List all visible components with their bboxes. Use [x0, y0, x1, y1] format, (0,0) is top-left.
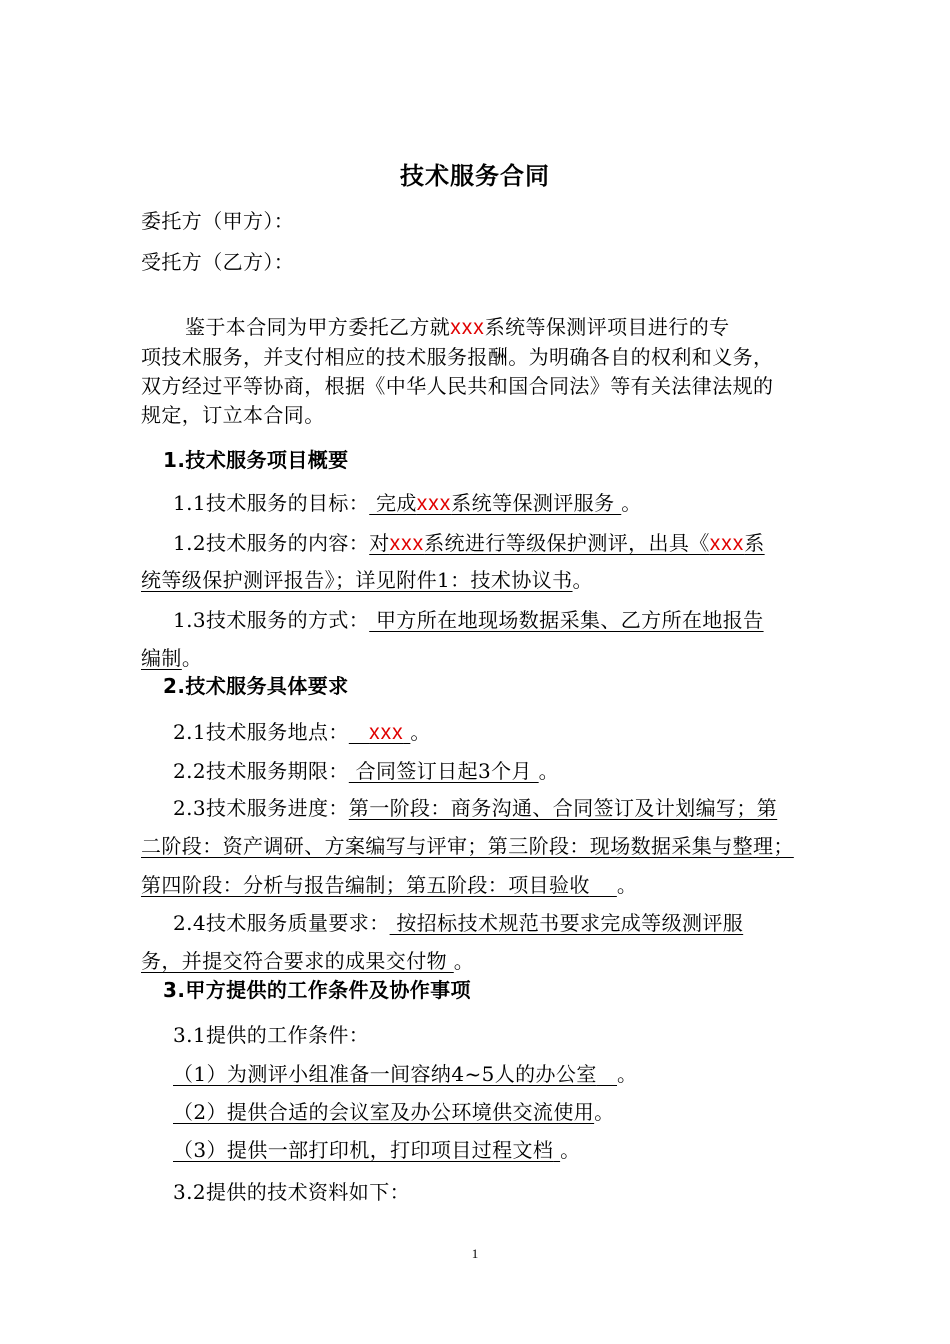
condition-3: （3）提供一部打印机，打印项目过程文档 。 [173, 1138, 581, 1162]
preamble-line-4: 规定，订立本合同。 [141, 403, 325, 427]
section-2-heading: 2.技术服务具体要求 [163, 674, 349, 698]
item-1-3: 1.3技术服务的方式： 甲方所在地现场数据采集、乙方所在地报告 [173, 608, 764, 632]
preamble-line-2: 项技术服务，并支付相应的技术服务报酬。为明确各自的权利和义务， [141, 345, 774, 369]
item-2-3-line-3: 第四阶段：分析与报告编制；第五阶段：项目验收 。 [141, 873, 638, 897]
item-1-1: 1.1技术服务的目标： 完成xxx系统等保测评服务 。 [173, 491, 642, 515]
item-2-3-line-2: 二阶段：资产调研、方案编写与评审；第三阶段：现场数据采集与整理； [141, 834, 794, 858]
item-1-3-line-2: 编制。 [141, 646, 203, 670]
condition-1: （1）为测评小组准备一间容纳4~5人的办公室 。 [173, 1062, 638, 1086]
party-b-line: 受托方（乙方）： [141, 250, 295, 274]
party-a-line: 委托方（甲方）： [141, 209, 295, 233]
preamble-line-3: 双方经过平等协商，根据《中华人民共和国合同法》等有关法律法规的 [141, 374, 774, 398]
item-2-3: 2.3技术服务进度：第一阶段：商务沟通、合同签订及计划编写；第 [173, 796, 778, 820]
item-1-2: 1.2技术服务的内容：对xxx系统进行等级保护测评，出具《xxx系 [173, 531, 765, 555]
section-1-heading: 1.技术服务项目概要 [163, 448, 349, 472]
item-2-4-line-2: 务，并提交符合要求的成果交付物 。 [141, 949, 475, 973]
page-number: 1 [471, 1246, 479, 1261]
item-2-4: 2.4技术服务质量要求： 按招标技术规范书要求完成等级测评服 [173, 911, 744, 935]
condition-2: （2）提供合适的会议室及办公环境供交流使用。 [173, 1100, 615, 1124]
item-3-2: 3.2提供的技术资料如下： [173, 1180, 411, 1204]
item-2-1: 2.1技术服务地点： xxx 。 [173, 720, 431, 744]
item-1-2-line-2: 统等级保护测评报告》；详见附件1：技术协议书。 [141, 568, 593, 592]
item-1-2-value: 对xxx系统进行等级保护测评，出具《xxx系 [369, 531, 765, 555]
item-2-2: 2.2技术服务期限： 合同签订日起3个月 。 [173, 759, 560, 783]
section-3-heading: 3.甲方提供的工作条件及协作事项 [163, 978, 471, 1002]
item-1-1-value: 完成xxx系统等保测评服务 [369, 491, 622, 515]
item-3-1: 3.1提供的工作条件： [173, 1023, 370, 1047]
page-title: 技术服务合同 [400, 162, 550, 190]
preamble-line-1: 鉴于本合同为甲方委托乙方就xxx系统等保测评项目进行的专 [185, 315, 730, 339]
item-2-1-value: xxx [369, 721, 404, 744]
placeholder-system-name: xxx [450, 316, 485, 339]
